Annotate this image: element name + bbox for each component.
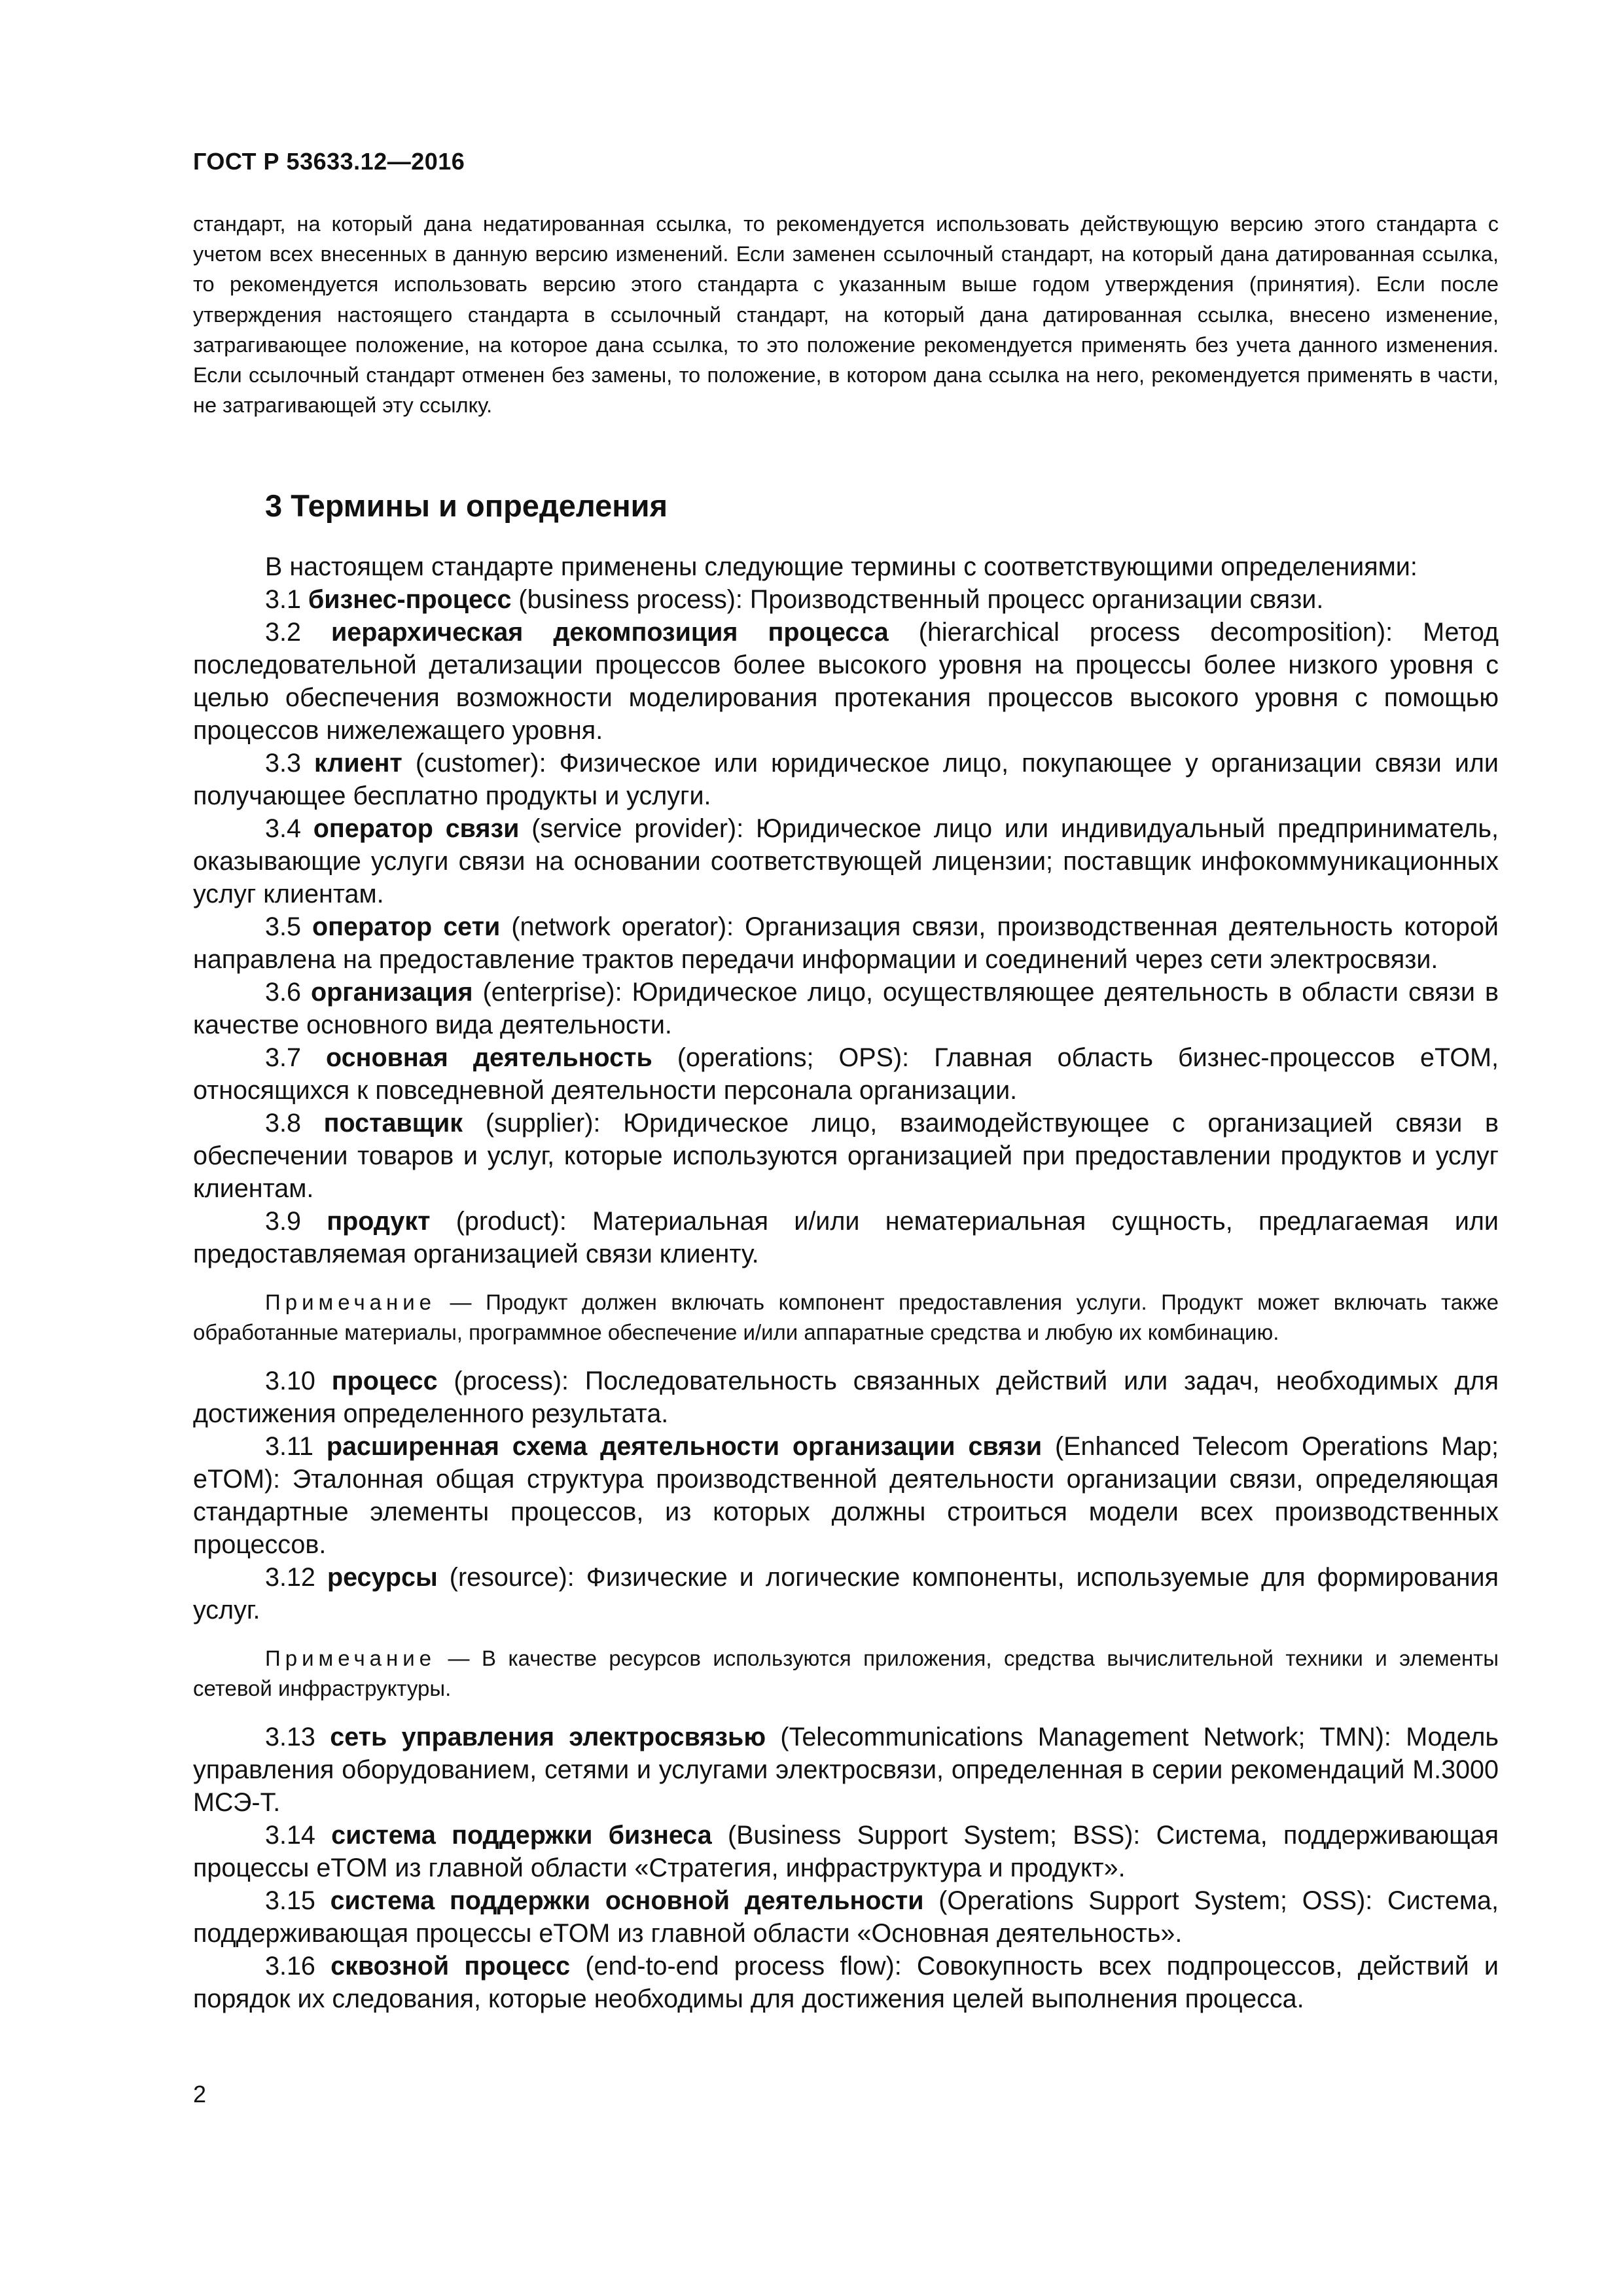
term-3-12 bbox=[193, 1561, 1499, 1626]
term-name: система поддержки бизнеса bbox=[331, 1821, 712, 1850]
note-resources bbox=[193, 1643, 1499, 1704]
term-number: 3.4 bbox=[265, 814, 301, 844]
term-number: 3.11 bbox=[265, 1432, 313, 1462]
term-3-4 bbox=[193, 812, 1499, 910]
term-name: продукт bbox=[327, 1207, 431, 1236]
term-name: поставщик bbox=[323, 1109, 463, 1138]
term-3-5 bbox=[193, 910, 1499, 976]
term-number: 3.16 bbox=[265, 1952, 315, 1981]
term-number: 3.7 bbox=[265, 1043, 301, 1073]
term-name: оператор связи bbox=[313, 814, 520, 844]
term-number: 3.5 bbox=[265, 912, 301, 942]
term-name: сеть управления электросвязью bbox=[330, 1723, 766, 1752]
term-definition: (Enhanced Telecom Operations Map; eTOM): Эталонная общая структура производственной деятельности организации связи, определяющая стандартные элементы процессов, из которых должны строиться модели всех производственных процессов. bbox=[193, 1432, 1499, 1560]
term-number: 3.3 bbox=[265, 749, 301, 778]
section-title: 3 Термины и определения bbox=[265, 488, 668, 524]
term-3-11 bbox=[193, 1430, 1499, 1561]
term-name: организация bbox=[311, 978, 473, 1007]
term-3-6 bbox=[193, 976, 1499, 1041]
term-definition: (product): Материальная и/или нематериальная сущность, предлагаемая или предоставляемая организацией связи клиенту. bbox=[193, 1207, 1499, 1269]
document-header: ГОСТ Р 53633.12—2016 bbox=[193, 148, 465, 175]
note-label: Примечание bbox=[265, 1290, 437, 1315]
note-text: — Продукт должен включать компонент предоставления услуги. Продукт может включать также обработанные материалы, программное обеспечение и/или аппаратные средства и любую их комбинацию. bbox=[193, 1290, 1499, 1345]
term-3-16 bbox=[193, 1950, 1499, 2015]
term-name: иерархическая декомпозиция процесса bbox=[330, 618, 889, 647]
term-number: 3.2 bbox=[265, 618, 301, 647]
term-name: ресурсы bbox=[327, 1563, 438, 1592]
page-number: 2 bbox=[193, 2081, 207, 2108]
term-name: оператор сети bbox=[312, 912, 501, 942]
term-definition: (network operator): Организация связи, производственная деятельность которой направлена на предоставление трактов передачи информации и соединений через сети электросвязи. bbox=[193, 912, 1499, 975]
term-definition: (process): Последовательность связанных действий или задач, необходимых для достижения определенного результата. bbox=[193, 1367, 1499, 1429]
term-definition: (operations; OPS): Главная область бизнес-процессов eTOM, относящихся к повседневной деятельности персонала организации. bbox=[193, 1043, 1499, 1105]
term-3-15 bbox=[193, 1884, 1499, 1950]
note-product bbox=[193, 1287, 1499, 1348]
term-name: основная деятельность bbox=[326, 1043, 652, 1073]
term-number: 3.9 bbox=[265, 1207, 301, 1236]
term-definition: (resource): Физические и логические компоненты, используемые для формирования услуг. bbox=[193, 1563, 1499, 1625]
term-number: 3.1 bbox=[265, 585, 301, 615]
term-3-1 bbox=[193, 583, 1499, 616]
term-number: 3.12 bbox=[265, 1563, 315, 1592]
note-text: — В качестве ресурсов используются приложения, средства вычислительной техники и элементы сетевой инфраструктуры. bbox=[193, 1646, 1499, 1701]
term-definition: (end-to-end process flow): Совокупность всех подпроцессов, действий и порядок их следования, которые необходимы для достижения целей выполнения процесса. bbox=[193, 1952, 1499, 2014]
document-page bbox=[193, 147, 1499, 2242]
term-definition: (Business Support System; BSS): Система, поддерживающая процессы eTOM из главной области «Стратегия, инфраструктура и продукт». bbox=[193, 1821, 1499, 1883]
term-definition: (hierarchical process decomposition): Метод последовательной детализации процессов более высокого уровня на процессы более низкого уровня с целью обеспечения возможности моделирования протекания процессов высокого уровня с помощью процессов нижележащего уровня. bbox=[193, 618, 1499, 745]
term-number: 3.15 bbox=[265, 1886, 315, 1916]
term-name: система поддержки основной деятельности bbox=[330, 1886, 924, 1916]
term-number: 3.6 bbox=[265, 978, 301, 1007]
term-definition: (Operations Support System; OSS): Система, поддерживающая процессы eTOM из главной области «Основная деятельность». bbox=[193, 1886, 1499, 1948]
term-3-14 bbox=[193, 1819, 1499, 1884]
section-lead: В настоящем стандарте применены следующие термины с соответствующими определениями: bbox=[265, 552, 1418, 582]
term-name: бизнес-процесс bbox=[308, 585, 512, 615]
term-number: 3.13 bbox=[265, 1723, 315, 1752]
term-number: 3.10 bbox=[265, 1367, 315, 1396]
note-label: Примечание bbox=[265, 1646, 437, 1671]
term-number: 3.14 bbox=[265, 1821, 315, 1850]
term-3-8 bbox=[193, 1107, 1499, 1205]
term-3-9 bbox=[193, 1205, 1499, 1270]
term-definition: (business process): Производственный процесс организации связи. bbox=[511, 585, 1324, 615]
term-name: сквозной процесс bbox=[330, 1952, 571, 1981]
term-3-7 bbox=[193, 1041, 1499, 1107]
term-3-2 bbox=[193, 616, 1499, 747]
term-name: расширенная схема деятельности организации связи bbox=[326, 1432, 1043, 1462]
term-number: 3.8 bbox=[265, 1109, 301, 1138]
term-definition: (supplier): Юридическое лицо, взаимодействующее с организацией связи в обеспечении товаров и услуг, которые используются организацией при предоставлении продуктов и услуг клиентам. bbox=[193, 1109, 1499, 1204]
term-definition: (service provider): Юридическое лицо или индивидуальный предприниматель, оказывающие услуги связи на основании соответствующей лицензии; поставщик инфокоммуникационных услуг клиентам. bbox=[193, 814, 1499, 909]
term-3-10 bbox=[193, 1365, 1499, 1430]
term-definition: (customer): Физическое или юридическое лицо, покупающее у организации связи или получающее бесплатно продукты и услуги. bbox=[193, 749, 1499, 811]
term-name: процесс bbox=[331, 1367, 438, 1396]
term-definition: (enterprise): Юридическое лицо, осуществляющее деятельность в области связи в качестве основного вида деятельности. bbox=[193, 978, 1499, 1040]
term-name: клиент bbox=[313, 749, 402, 778]
term-3-13 bbox=[193, 1721, 1499, 1819]
term-definition: (Telecommunications Management Network; TMN): Модель управления оборудованием, сетями и услугами электросвязи, определенная в серии рекомендаций M.3000 МСЭ-Т. bbox=[193, 1723, 1499, 1818]
intro-paragraph: стандарт, на который дана недатированная ссылка, то рекомендуется использовать действующую версию этого стандарта с учетом всех внесенных в данную версию изменений. Если заменен ссылочный стандарт, на который дана датированная ссылка, то рекомендуется использовать версию этого стандарта с указанным выше годом утверждения (принятия). Если после утверждения настоящего стандарта в ссылочный стандарт, на который дана датированная ссылка, внесено изменение, затрагивающее положение, на которое дана ссылка, то это положение рекомендуется применять без учета данного изменения. Если ссылочный стандарт отменен без замены, то положение, в котором дана ссылка на него, рекомендуется применять в части, не затрагивающей эту ссылку. bbox=[193, 212, 1499, 418]
term-3-3 bbox=[193, 747, 1499, 812]
